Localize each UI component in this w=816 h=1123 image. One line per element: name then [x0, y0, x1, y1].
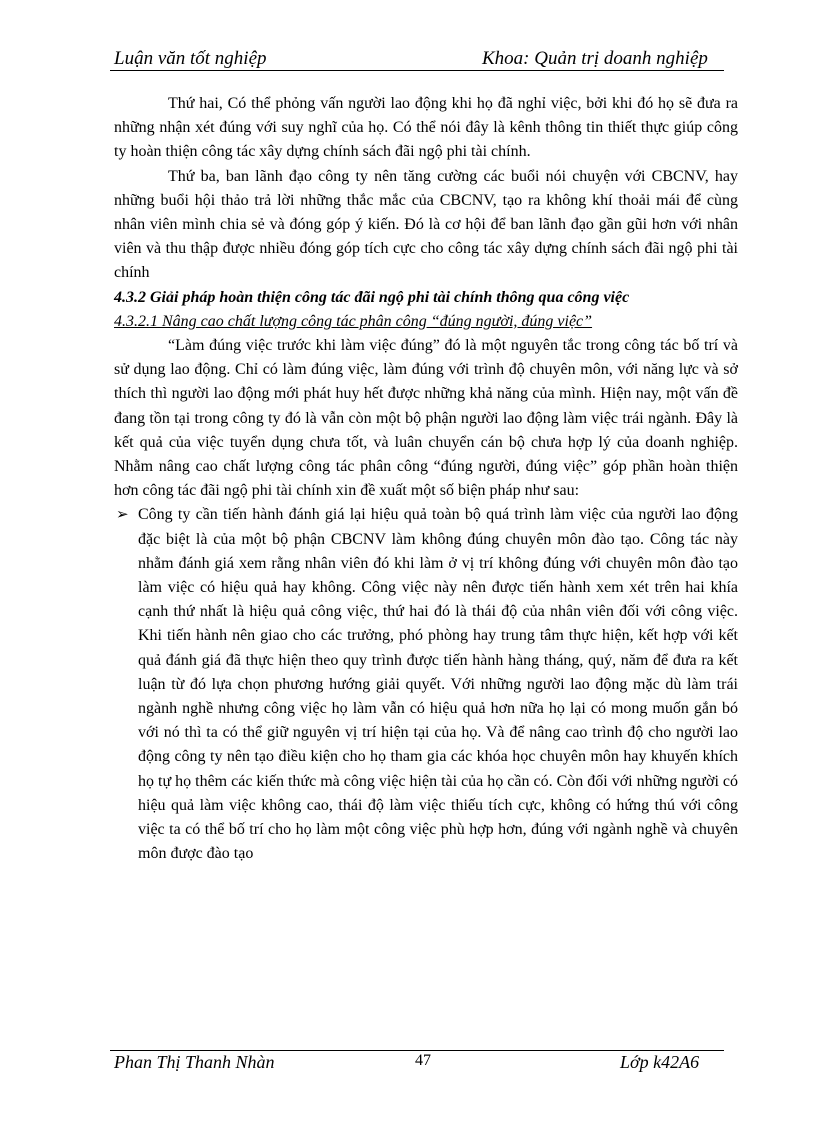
section-heading: 4.3.2 Giải pháp hoàn thiện công tác đãi ngộ phi tài chính thông qua công việc	[114, 288, 630, 306]
footer-author: Phan Thị Thanh Nhàn	[114, 1052, 275, 1072]
bullet-text: Công ty cần tiến hành đánh giá lại hiệu quả toàn bộ quá trình làm việc của người lao động đặc biệt là của một bộ phận CBCNV làm không đúng chuyên môn đào tạo. Công tác này nhằm đánh giá xem rằng nhân viên đó khi làm ở vị trí không đúng với chuyên môn đào tạo làm việc có hiệu quả hay không. Công việc này nên được tiến hành xem xét trên hai khía cạnh thứ nhất là hiệu quả công việc, thứ hai đó là thái độ của nhân viên đối với công việc. Khi tiến hành nên giao cho các trưởng, phó phòng hay trung tâm thực hiện, kết hợp với kết quả đánh giá đã thực hiện theo quy trình được tiến hành hàng tháng, quý, năm để đưa ra kết luận từ đó lựa chọn phương hướng giải quyết. Với những người lao động mặc dù làm trái ngành nghề nhưng công việc họ làm vẫn có hiệu quả hơn nữa họ lại có mong muốn gắn bó với nó thì ta có thể giữ nguyên vị trí hiện tại của họ. Và để nâng cao trình độ cho người lao động công ty nên tạo điều kiện cho họ tham gia các khóa học chuyên môn hay khuyến khích họ tự họ thêm các kiến thức mà công việc hiện tài của họ cần có. Còn đối với những người có hiệu quả làm việc không cao, thái độ làm việc thiếu tích cực, không có hứng thú với công việc ta có thể bố trí cho họ làm một công việc phù hợp hơn, đúng với ngành nghề và chuyên môn được đào tạo	[138, 506, 738, 863]
paragraph-leadership: Thứ ba, ban lãnh đạo công ty nên tăng cường các buổi nói chuyện với CBCNV, hay những buổi hội thảo trả lời những thắc mắc của CBCNV, tạo ra không khí thoải mái để cùng nhân viên mình chia sẻ và đóng góp ý kiến. Đó là cơ hội để ban lãnh đạo gần gũi hơn với nhân viên và thu thập được nhiều đóng góp tích cực cho công tác xây dựng chính sách đãi ngộ phi tài chính	[114, 167, 738, 282]
header-thesis-title: Luận văn tốt nghiệp	[114, 48, 267, 69]
page-footer	[110, 1050, 724, 1080]
paragraph-principle: “Làm đúng việc trước khi làm việc đúng” đó là một nguyên tắc trong công tác bố trí và sử dụng lao động. Chỉ có làm đúng việc, làm đúng với trình độ chuyên môn, với năng lực và sở thích thì người lao động mới phát huy hết được những khả năng của mình. Hiện nay, một vấn đề đang tồn tại trong công ty đó là vẫn còn một bộ phận người lao động làm việc trái ngành. Đây là kết quả của việc tuyển dụng chưa tốt, và luân chuyển cán bộ chưa hợp lý của doanh nghiệp. Nhằm nâng cao chất lượng công tác phân công “đúng người, đúng việc” góp phần hoàn thiện hơn công tác đãi ngộ phi tài chính xin đề xuất một số biện pháp như sau:	[114, 337, 738, 500]
bullet-item	[114, 503, 738, 866]
header-faculty: Khoa: Quản trị doanh nghiệp	[482, 48, 708, 69]
paragraph-interview: Thứ hai, Có thể phỏng vấn người lao động khi họ đã nghỉ việc, bởi khi đó họ sẽ đưa ra những nhận xét đúng với suy nghĩ của họ. Có thể nói đây là kênh thông tin thiết thực giúp công ty hoàn thiện công tác xây dựng chính sách đãi ngộ phi tài chính.	[114, 95, 738, 161]
footer-class: Lớp k42A6	[620, 1052, 700, 1072]
header-rule	[110, 70, 724, 71]
page-body	[114, 92, 738, 867]
page-header	[110, 48, 724, 74]
footer-rule	[110, 1050, 724, 1051]
page-number: 47	[415, 1052, 431, 1069]
arrow-bullet-icon: ➢	[116, 507, 129, 524]
subsection-heading: 4.3.2.1 Nâng cao chất lượng công tác phân công “đúng người, đúng việc”	[114, 312, 593, 330]
